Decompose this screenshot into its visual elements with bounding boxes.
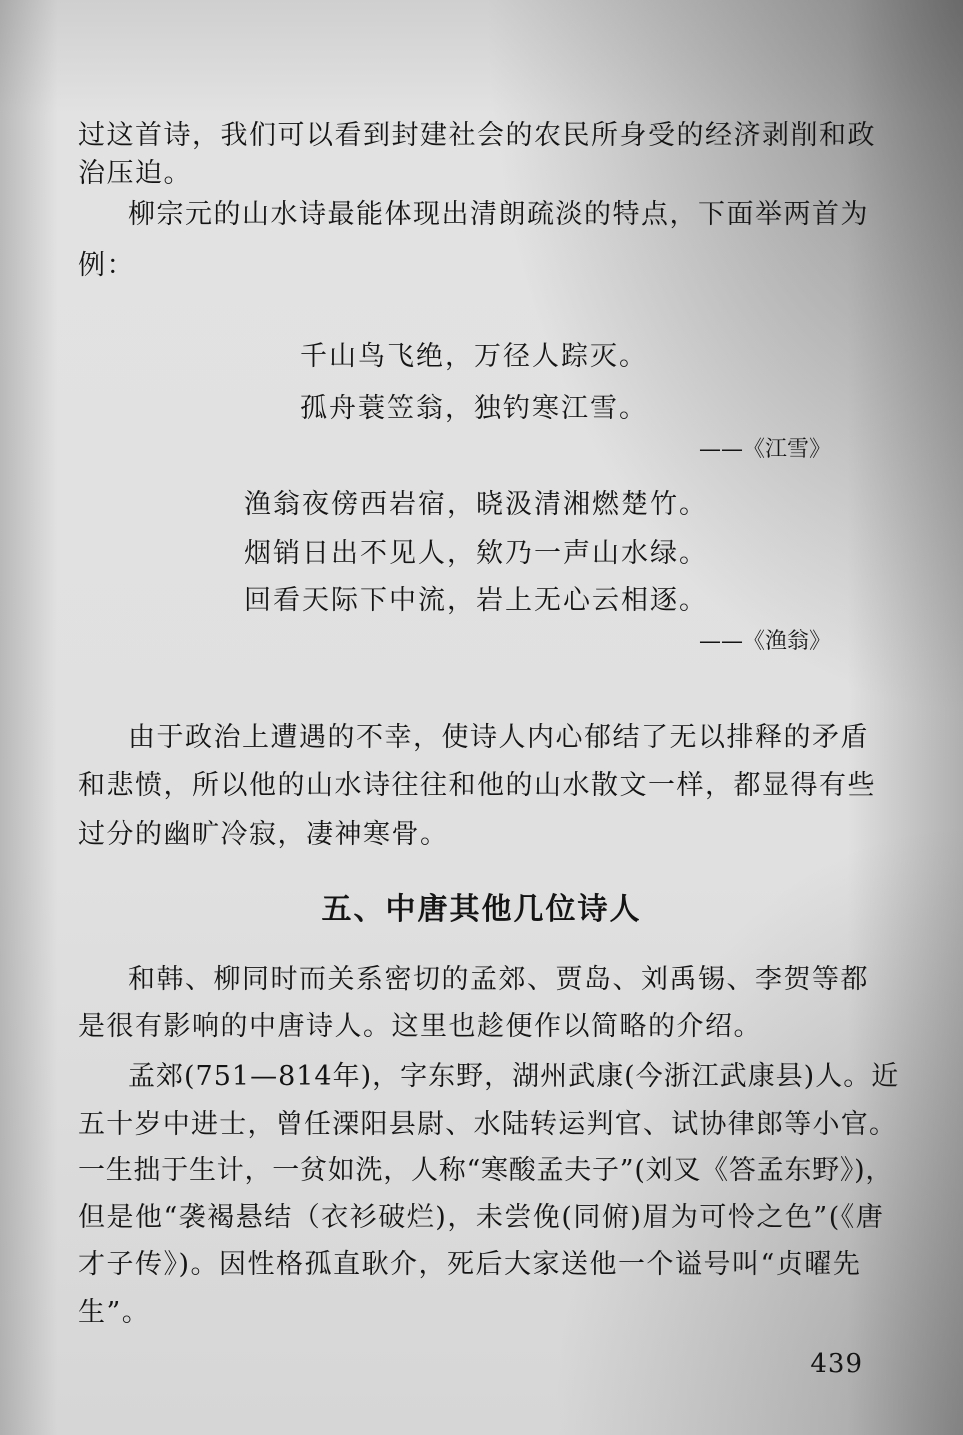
section-intro-line-2: 是很有影响的中唐诗人。这里也趁便作以简略的介绍。 <box>78 1011 762 1042</box>
liu-paragraph-line-2: 例： <box>78 250 135 281</box>
intro-line-1: 过这首诗，我们可以看到封建社会的农民所身受的经济剥削和政 <box>78 120 876 151</box>
mengjiao-line-3: 一生拙于生计，一贫如洗，人称“寒酸孟夫子”(刘叉《答孟东野》)， <box>78 1155 894 1186</box>
poem-yuweng-line-3: 回看天际下中流，岩上无心云相逐。 <box>244 585 708 616</box>
mengjiao-line-6: 生”。 <box>78 1297 151 1328</box>
analysis-line-3: 过分的幽旷冷寂，凄神寒骨。 <box>78 819 449 850</box>
page-number: 439 <box>810 1349 863 1379</box>
poem-yuweng-line-1: 渔翁夜傍西岩宿，晓汲清湘燃楚竹。 <box>244 489 708 520</box>
poem-yuweng-line-2: 烟销日出不见人，欸乃一声山水绿。 <box>244 538 708 569</box>
mengjiao-line-4: 但是他“袭褐悬结（衣衫破烂)，未尝俛(同俯)眉为可怜之色”(《唐 <box>78 1202 885 1233</box>
poem-jiangxue-line-1: 千山鸟飞绝，万径人踪灭。 <box>300 341 648 372</box>
mengjiao-line-2: 五十岁中进士，曾任溧阳县尉、水陆转运判官、试协律郎等小官。 <box>78 1109 898 1140</box>
section-intro-line-1: 和韩、柳同时而关系密切的孟郊、贾岛、刘禹锡、李贺等都 <box>128 964 869 995</box>
mengjiao-line-5: 才子传》)。因性格孤直耿介，死后大家送他一个谥号叫“贞曜先 <box>78 1249 862 1280</box>
analysis-line-1: 由于政治上遭遇的不幸，使诗人内心郁结了无以排释的矛盾 <box>128 722 869 753</box>
poem-yuweng-attribution: ——《渔翁》 <box>698 629 831 654</box>
analysis-line-2: 和悲愤，所以他的山水诗往往和他的山水散文一样，都显得有些 <box>78 770 876 801</box>
section-heading: 五、中唐其他几位诗人 <box>321 892 642 927</box>
poem-jiangxue-attribution: ——《江雪》 <box>698 437 831 462</box>
poem-jiangxue-line-2: 孤舟蓑笠翁，独钓寒江雪。 <box>300 393 648 424</box>
liu-paragraph-line-1: 柳宗元的山水诗最能体现出清朗疏淡的特点，下面举两首为 <box>128 199 869 230</box>
mengjiao-line-1: 孟郊(751—814年)，字东野，湖州武康(今浙江武康县)人。近 <box>128 1061 900 1092</box>
intro-line-2: 治压迫。 <box>78 158 192 189</box>
